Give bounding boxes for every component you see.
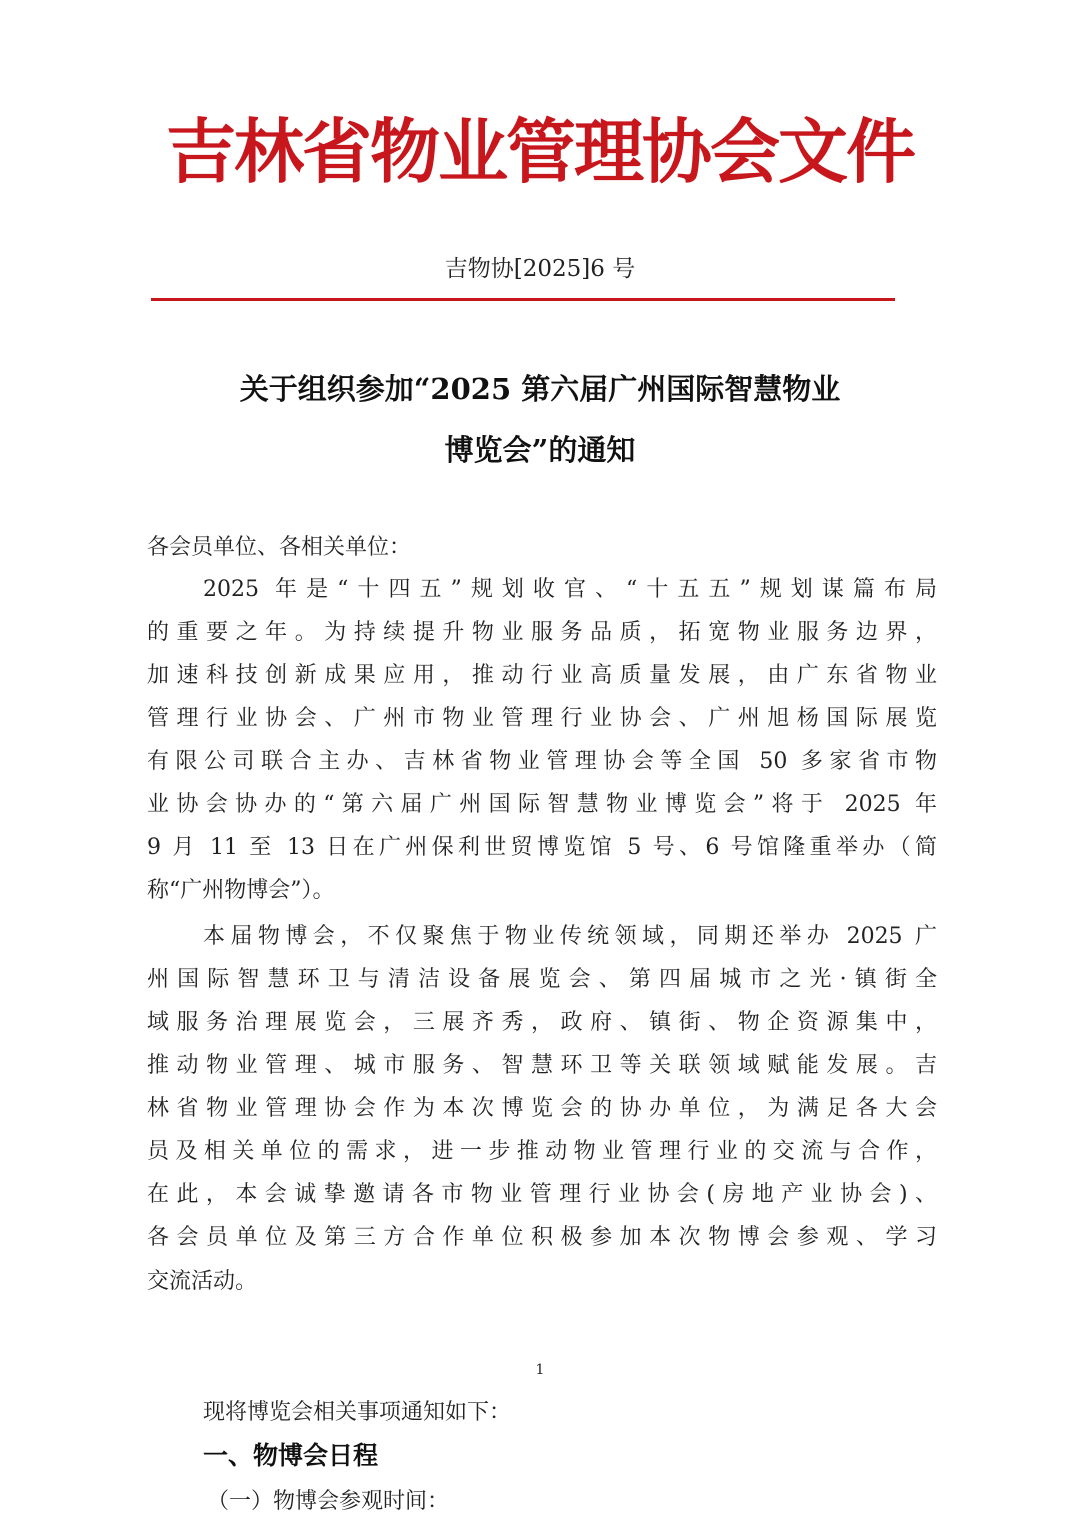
red-divider-rule <box>151 298 895 301</box>
masthead-title: 吉林省物业管理协会文件 <box>166 111 914 193</box>
paragraph-line: 管理行业协会、广州市物业管理行业协会、广州旭杨国际展览 <box>147 706 937 731</box>
paragraph-line: 业协会协办的“第六届广州国际智慧物业博览会”将于 2025 年 <box>147 792 937 817</box>
paragraph-line: 称“广州物博会”）。 <box>147 878 335 903</box>
paragraph-line: 在此，本会诚挚邀请各市物业管理行业协会(房地产业协会)、 <box>147 1182 937 1207</box>
paragraph-line: 9 月 11 至 13 日在广州保利世贸博览馆 5 号、6 号馆隆重举办（简 <box>147 835 937 860</box>
salutation: 各会员单位、各相关单位： <box>147 535 412 560</box>
paragraph-line: 有限公司联合主办、吉林省物业管理协会等全国 50 多家省市物 <box>147 749 937 774</box>
section-1-heading: 一、物博会日程 <box>203 1441 379 1470</box>
paragraph-line: 加速科技创新成果应用，推动行业高质量发展，由广东省物业 <box>147 663 937 688</box>
section-1-subheading: （一）物博会参观时间： <box>207 1489 450 1514</box>
document-number: 吉物协[2025]6 号 <box>444 256 636 282</box>
paragraph-line: 2025 年是“十四五”规划收官、“十五五”规划谋篇布局 <box>203 577 937 602</box>
intro-next-line: 现将博览会相关事项通知如下： <box>203 1400 512 1425</box>
paragraph-line: 域服务治理展览会，三展齐秀，政府、镇街、物企资源集中， <box>147 1010 937 1035</box>
paragraph-line: 本届物博会，不仅聚焦于物业传统领域，同期还举办 2025 广 <box>203 924 937 949</box>
paragraph-line: 员及相关单位的需求，进一步推动物业管理行业的交流与合作， <box>147 1139 937 1164</box>
paragraph-line: 州国际智慧环卫与清洁设备展览会、第四届城市之光·镇街全 <box>147 967 937 992</box>
paragraph-line: 林省物业管理协会作为本次博览会的协办单位，为满足各大会 <box>147 1096 937 1121</box>
paragraph-line: 各会员单位及第三方合作单位积极参加本次物博会参观、学习 <box>147 1225 937 1250</box>
paragraph-line: 推动物业管理、城市服务、智慧环卫等关联领域赋能发展。吉 <box>147 1053 937 1078</box>
paragraph-line: 交流活动。 <box>147 1269 258 1294</box>
notice-title-line-2: 博览会”的通知 <box>444 433 636 467</box>
page-number: 1 <box>535 1362 545 1378</box>
notice-title-line-1: 关于组织参加“2025 第六届广州国际智慧物业 <box>239 372 841 406</box>
paragraph-line: 的重要之年。为持续提升物业服务品质，拓宽物业服务边界， <box>147 620 937 645</box>
